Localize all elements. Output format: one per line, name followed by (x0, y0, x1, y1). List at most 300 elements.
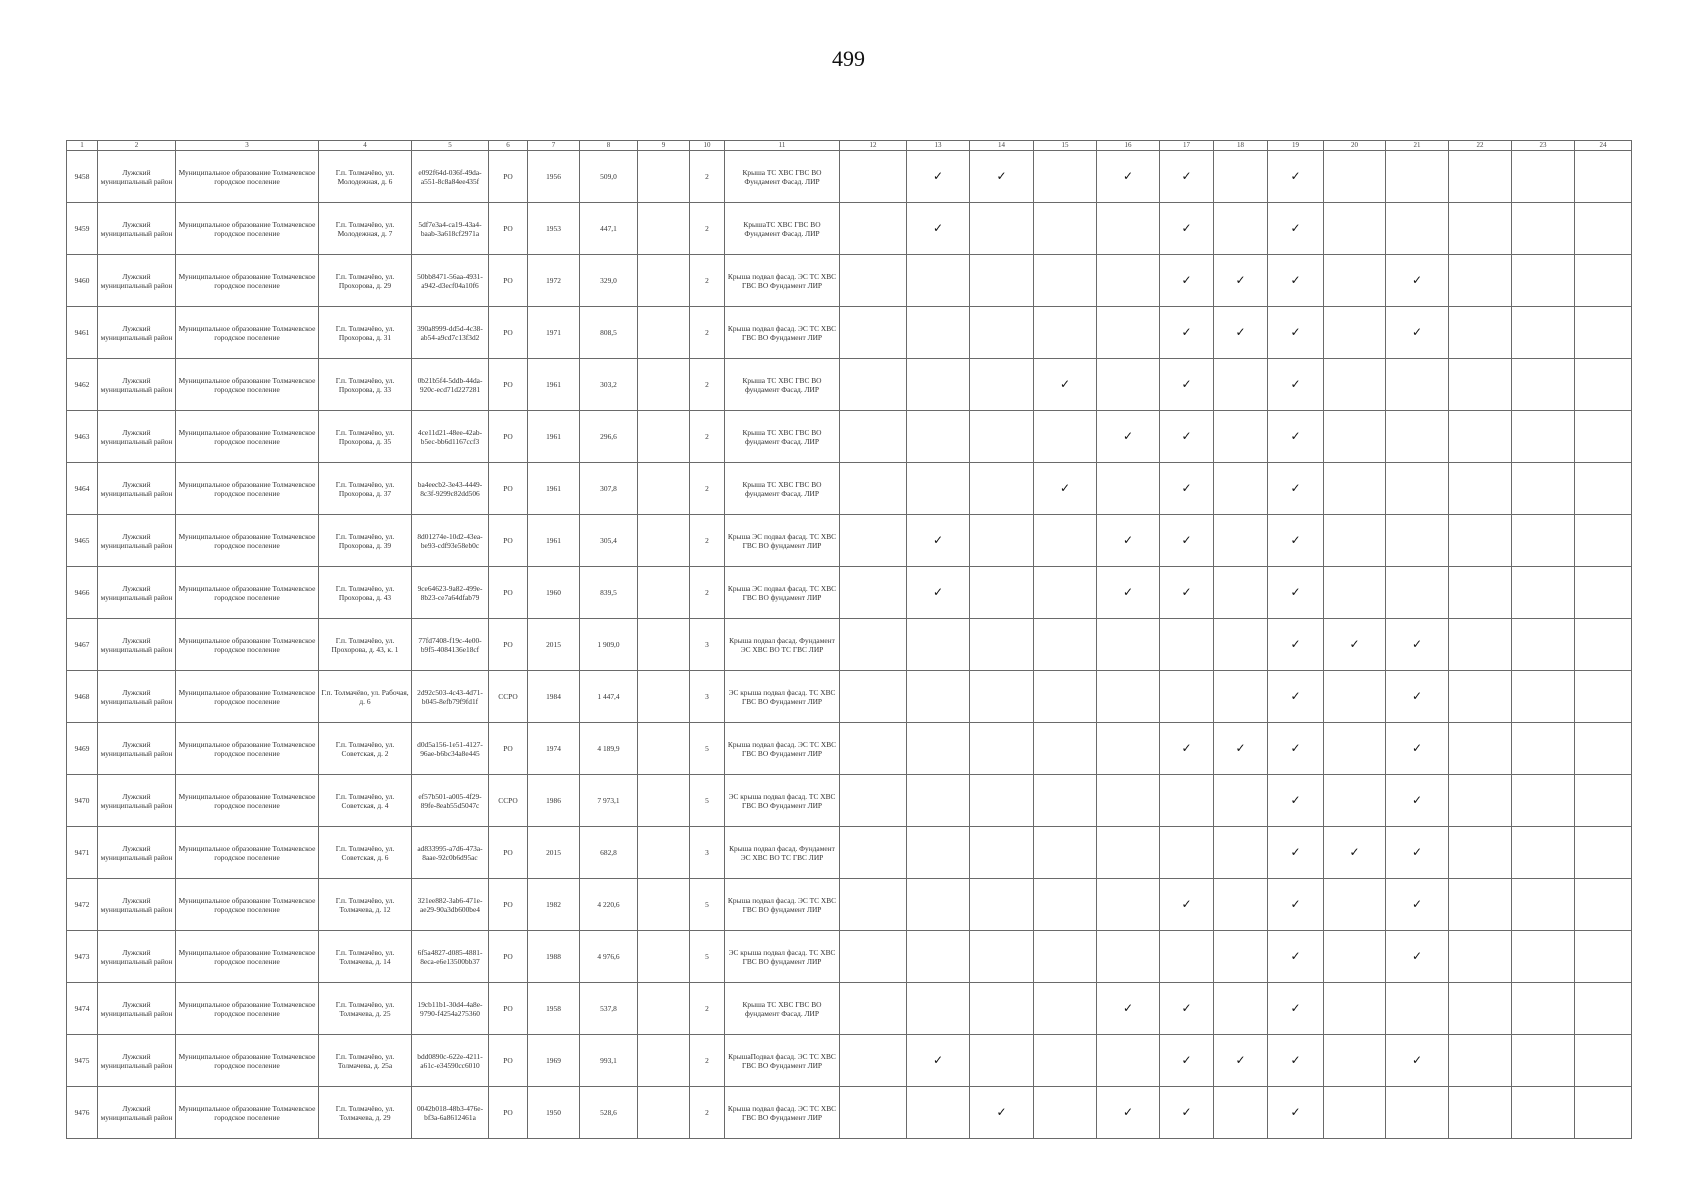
ownership-type-cell: РО (489, 567, 528, 619)
col9-cell (638, 879, 690, 931)
empty-cell (1386, 567, 1449, 619)
district-cell: Лужский муниципальный район (98, 879, 176, 931)
empty-cell (1034, 827, 1097, 879)
empty-cell (1575, 931, 1632, 983)
check-mark-icon: ✓ (907, 151, 970, 203)
empty-cell (1386, 983, 1449, 1035)
empty-cell (1575, 775, 1632, 827)
empty-cell (1449, 515, 1512, 567)
empty-cell (970, 931, 1034, 983)
empty-cell (1324, 151, 1386, 203)
works-cell: Крыша подвал фасад. Фундамент ЭС ХВС ВО ТС ГВС ЛИР (725, 827, 840, 879)
check-mark-icon: ✓ (1386, 879, 1449, 931)
empty-cell (1512, 723, 1575, 775)
address-cell: Г.п. Толмачёво, ул. Прохорова, д. 43, к. 1 (319, 619, 412, 671)
empty-cell (970, 983, 1034, 1035)
empty-cell (1575, 151, 1632, 203)
empty-cell (1034, 307, 1097, 359)
table-row (67, 151, 1632, 203)
empty-cell (1512, 411, 1575, 463)
empty-cell (970, 359, 1034, 411)
works-cell: Крыша ТС ХВС ГВС ВО фундамент Фасад. ЛИР (725, 359, 840, 411)
empty-cell (1386, 411, 1449, 463)
empty-cell (1324, 515, 1386, 567)
empty-cell (1449, 931, 1512, 983)
empty-cell (1512, 567, 1575, 619)
table-row (67, 255, 1632, 307)
col9-cell (638, 515, 690, 567)
empty-cell (1512, 775, 1575, 827)
empty-cell (1324, 411, 1386, 463)
empty-cell (970, 879, 1034, 931)
empty-cell (1034, 1035, 1097, 1087)
empty-cell (1214, 515, 1268, 567)
municipality-cell: Муниципальное образование Толмачевское городское поселение (176, 671, 319, 723)
ownership-type-cell: РО (489, 307, 528, 359)
check-mark-icon: ✓ (1268, 203, 1324, 255)
table-row (67, 983, 1632, 1035)
empty-cell (1097, 619, 1160, 671)
address-cell: Г.п. Толмачёво, ул. Толмачева, д. 25 (319, 983, 412, 1035)
check-mark-icon: ✓ (1268, 1087, 1324, 1139)
empty-cell (1214, 463, 1268, 515)
municipality-cell: Муниципальное образование Толмачевское городское поселение (176, 463, 319, 515)
works-cell: Крыша подвал фасад. ЭС ТС ХВС ГВС ВО Фундамент ЛИР (725, 307, 840, 359)
empty-cell (1097, 879, 1160, 931)
empty-cell (1449, 567, 1512, 619)
empty-cell (1512, 671, 1575, 723)
empty-cell (1449, 151, 1512, 203)
empty-cell (1034, 151, 1097, 203)
empty-cell (1214, 1087, 1268, 1139)
check-mark-icon: ✓ (907, 515, 970, 567)
empty-cell (970, 307, 1034, 359)
municipality-cell: Муниципальное образование Толмачевское городское поселение (176, 515, 319, 567)
area-cell: 808,5 (580, 307, 638, 359)
check-mark-icon: ✓ (1268, 619, 1324, 671)
check-mark-icon: ✓ (1160, 151, 1214, 203)
build-year-cell: 1974 (528, 723, 580, 775)
row-number: 9466 (67, 567, 98, 619)
column-number-6: 6 (489, 141, 528, 151)
empty-cell (840, 827, 907, 879)
build-year-cell: 1972 (528, 255, 580, 307)
check-mark-icon: ✓ (1160, 463, 1214, 515)
empty-cell (1512, 307, 1575, 359)
row-number: 9465 (67, 515, 98, 567)
empty-cell (1324, 723, 1386, 775)
empty-cell (1214, 983, 1268, 1035)
district-cell: Лужский муниципальный район (98, 567, 176, 619)
municipality-cell: Муниципальное образование Толмачевское городское поселение (176, 1035, 319, 1087)
empty-cell (1097, 255, 1160, 307)
check-mark-icon: ✓ (1268, 827, 1324, 879)
check-mark-icon: ✓ (907, 203, 970, 255)
row-number: 9470 (67, 775, 98, 827)
col9-cell (638, 619, 690, 671)
ownership-type-cell: РО (489, 463, 528, 515)
area-cell: 7 973,1 (580, 775, 638, 827)
empty-cell (1214, 151, 1268, 203)
row-number: 9458 (67, 151, 98, 203)
municipality-cell: Муниципальное образование Толмачевское городское поселение (176, 931, 319, 983)
floors-cell: 2 (690, 1035, 725, 1087)
check-mark-icon: ✓ (1268, 359, 1324, 411)
empty-cell (840, 515, 907, 567)
address-cell: Г.п. Толмачёво, ул. Прохорова, д. 33 (319, 359, 412, 411)
column-number-10: 10 (690, 141, 725, 151)
guid-cell: 321ee882-3ab6-471e-ae29-90a3db600be4 (412, 879, 489, 931)
check-mark-icon: ✓ (1160, 879, 1214, 931)
guid-cell: 2d92c503-4c43-4d71-b045-8efb79f9fd1f (412, 671, 489, 723)
column-number-13: 13 (907, 141, 970, 151)
check-mark-icon: ✓ (970, 1087, 1034, 1139)
floors-cell: 2 (690, 151, 725, 203)
floors-cell: 3 (690, 671, 725, 723)
col9-cell (638, 359, 690, 411)
check-mark-icon: ✓ (907, 567, 970, 619)
empty-cell (970, 827, 1034, 879)
column-number-21: 21 (1386, 141, 1449, 151)
district-cell: Лужский муниципальный район (98, 1087, 176, 1139)
column-number-11: 11 (725, 141, 840, 151)
build-year-cell: 1988 (528, 931, 580, 983)
floors-cell: 3 (690, 827, 725, 879)
empty-cell (1324, 983, 1386, 1035)
table-row (67, 567, 1632, 619)
empty-cell (1575, 619, 1632, 671)
col9-cell (638, 151, 690, 203)
empty-cell (1512, 1087, 1575, 1139)
empty-cell (970, 671, 1034, 723)
empty-cell (1324, 359, 1386, 411)
check-mark-icon: ✓ (1160, 567, 1214, 619)
works-cell: ЭС крыша подвал фасад. ТС ХВС ГВС ВО фундамент ЛИР (725, 931, 840, 983)
column-number-7: 7 (528, 141, 580, 151)
address-cell: Г.п. Толмачёво, ул. Советская, д. 4 (319, 775, 412, 827)
empty-cell (1449, 671, 1512, 723)
row-number: 9462 (67, 359, 98, 411)
empty-cell (1214, 879, 1268, 931)
empty-cell (1097, 463, 1160, 515)
address-cell: Г.п. Толмачёво, ул. Прохорова, д. 43 (319, 567, 412, 619)
check-mark-icon: ✓ (1214, 307, 1268, 359)
check-mark-icon: ✓ (1386, 255, 1449, 307)
empty-cell (1324, 307, 1386, 359)
check-mark-icon: ✓ (1214, 1035, 1268, 1087)
check-mark-icon: ✓ (1324, 827, 1386, 879)
municipality-cell: Муниципальное образование Толмачевское городское поселение (176, 567, 319, 619)
floors-cell: 5 (690, 775, 725, 827)
works-cell: Крыша ТС ХВС ГВС ВО Фундамент Фасад. ЛИР (725, 151, 840, 203)
col9-cell (638, 931, 690, 983)
empty-cell (907, 879, 970, 931)
area-cell: 303,2 (580, 359, 638, 411)
empty-cell (1097, 671, 1160, 723)
empty-cell (1324, 671, 1386, 723)
empty-cell (970, 775, 1034, 827)
empty-cell (1034, 931, 1097, 983)
address-cell: Г.п. Толмачёво, ул. Молодежная, д. 6 (319, 151, 412, 203)
guid-cell: e092f64d-036f-49da-a551-8c8a84ee435f (412, 151, 489, 203)
municipality-cell: Муниципальное образование Толмачевское городское поселение (176, 619, 319, 671)
check-mark-icon: ✓ (1324, 619, 1386, 671)
ownership-type-cell: РО (489, 515, 528, 567)
address-cell: Г.п. Толмачёво, ул. Толмачева, д. 25а (319, 1035, 412, 1087)
guid-cell: 0b21b5f4-5ddb-44da-920c-ecd71d227281 (412, 359, 489, 411)
empty-cell (1324, 567, 1386, 619)
works-cell: Крыша ЭС подвал фасад. ТС ХВС ГВС ВО фундамент ЛИР (725, 515, 840, 567)
row-number: 9469 (67, 723, 98, 775)
empty-cell (907, 775, 970, 827)
column-number-5: 5 (412, 141, 489, 151)
check-mark-icon: ✓ (1386, 619, 1449, 671)
column-number-3: 3 (176, 141, 319, 151)
empty-cell (1034, 879, 1097, 931)
empty-cell (1449, 775, 1512, 827)
empty-cell (1034, 775, 1097, 827)
address-cell: Г.п. Толмачёво, ул. Молодежная, д. 7 (319, 203, 412, 255)
empty-cell (1512, 151, 1575, 203)
check-mark-icon: ✓ (1160, 255, 1214, 307)
guid-cell: 390a8999-dd5d-4c38-ab54-a9cd7c13f3d2 (412, 307, 489, 359)
ownership-type-cell: РО (489, 151, 528, 203)
column-number-18: 18 (1214, 141, 1268, 151)
row-number: 9468 (67, 671, 98, 723)
area-cell: 993,1 (580, 1035, 638, 1087)
empty-cell (907, 723, 970, 775)
address-cell: Г.п. Толмачёво, ул. Советская, д. 6 (319, 827, 412, 879)
address-cell: Г.п. Толмачёво, ул. Прохорова, д. 35 (319, 411, 412, 463)
register-rows (67, 151, 1632, 1139)
empty-cell (1512, 983, 1575, 1035)
area-cell: 4 220,6 (580, 879, 638, 931)
empty-cell (1512, 255, 1575, 307)
col9-cell (638, 775, 690, 827)
ownership-type-cell: РО (489, 723, 528, 775)
table-row (67, 411, 1632, 463)
empty-cell (1034, 671, 1097, 723)
guid-cell: 77fd7408-f19c-4e00-b9f5-4084136e18cf (412, 619, 489, 671)
check-mark-icon: ✓ (1160, 411, 1214, 463)
empty-cell (1386, 151, 1449, 203)
table-row (67, 619, 1632, 671)
row-number: 9459 (67, 203, 98, 255)
address-cell: Г.п. Толмачёво, ул. Рабочая, д. 6 (319, 671, 412, 723)
register-table (66, 140, 1632, 1139)
empty-cell (1034, 203, 1097, 255)
column-number-22: 22 (1449, 141, 1512, 151)
ownership-type-cell: РО (489, 1035, 528, 1087)
empty-cell (970, 255, 1034, 307)
district-cell: Лужский муниципальный район (98, 983, 176, 1035)
area-cell: 447,1 (580, 203, 638, 255)
column-number-14: 14 (970, 141, 1034, 151)
col9-cell (638, 1035, 690, 1087)
build-year-cell: 1960 (528, 567, 580, 619)
empty-cell (1575, 515, 1632, 567)
check-mark-icon: ✓ (1268, 567, 1324, 619)
empty-cell (1449, 723, 1512, 775)
district-cell: Лужский муниципальный район (98, 307, 176, 359)
column-number-15: 15 (1034, 141, 1097, 151)
district-cell: Лужский муниципальный район (98, 151, 176, 203)
check-mark-icon: ✓ (1268, 723, 1324, 775)
works-cell: Крыша подвал фасад. ЭС ТС ХВС ГВС ВО фундамент ЛИР (725, 879, 840, 931)
district-cell: Лужский муниципальный район (98, 359, 176, 411)
district-cell: Лужский муниципальный район (98, 931, 176, 983)
floors-cell: 2 (690, 515, 725, 567)
empty-cell (1214, 359, 1268, 411)
column-number-12: 12 (840, 141, 907, 151)
ownership-type-cell: РО (489, 879, 528, 931)
check-mark-icon: ✓ (1268, 775, 1324, 827)
district-cell: Лужский муниципальный район (98, 515, 176, 567)
area-cell: 296,6 (580, 411, 638, 463)
column-number-23: 23 (1512, 141, 1575, 151)
empty-cell (1386, 1087, 1449, 1139)
empty-cell (1449, 619, 1512, 671)
check-mark-icon: ✓ (1034, 359, 1097, 411)
empty-cell (1575, 255, 1632, 307)
empty-cell (1575, 567, 1632, 619)
empty-cell (970, 1035, 1034, 1087)
works-cell: Крыша ТС ХВС ГВС ВО фундамент Фасад. ЛИР (725, 983, 840, 1035)
municipality-cell: Муниципальное образование Толмачевское городское поселение (176, 359, 319, 411)
check-mark-icon: ✓ (1268, 931, 1324, 983)
empty-cell (1160, 619, 1214, 671)
empty-cell (840, 879, 907, 931)
check-mark-icon: ✓ (1268, 255, 1324, 307)
ownership-type-cell: РО (489, 827, 528, 879)
area-cell: 307,8 (580, 463, 638, 515)
empty-cell (1214, 931, 1268, 983)
area-cell: 329,0 (580, 255, 638, 307)
empty-cell (1512, 827, 1575, 879)
empty-cell (1034, 1087, 1097, 1139)
empty-cell (1160, 775, 1214, 827)
empty-cell (1214, 567, 1268, 619)
row-number: 9463 (67, 411, 98, 463)
empty-cell (1386, 359, 1449, 411)
guid-cell: 6f5a4827-d085-4881-8eca-e6e13500bb37 (412, 931, 489, 983)
empty-cell (1512, 879, 1575, 931)
row-number: 9471 (67, 827, 98, 879)
empty-cell (1449, 1087, 1512, 1139)
guid-cell: ba4eecb2-3e43-4449-8c3f-9299c82dd506 (412, 463, 489, 515)
district-cell: Лужский муниципальный район (98, 671, 176, 723)
ownership-type-cell: РО (489, 359, 528, 411)
empty-cell (970, 203, 1034, 255)
table-row (67, 931, 1632, 983)
address-cell: Г.п. Толмачёво, ул. Толмачева, д. 29 (319, 1087, 412, 1139)
address-cell: Г.п. Толмачёво, ул. Прохорова, д. 29 (319, 255, 412, 307)
empty-cell (840, 723, 907, 775)
empty-cell (1324, 255, 1386, 307)
column-number-9: 9 (638, 141, 690, 151)
row-number: 9476 (67, 1087, 98, 1139)
empty-cell (1575, 203, 1632, 255)
empty-cell (840, 411, 907, 463)
empty-cell (1214, 203, 1268, 255)
municipality-cell: Муниципальное образование Толмачевское городское поселение (176, 411, 319, 463)
empty-cell (840, 983, 907, 1035)
floors-cell: 2 (690, 1087, 725, 1139)
empty-cell (840, 307, 907, 359)
column-number-20: 20 (1324, 141, 1386, 151)
ownership-type-cell: РО (489, 619, 528, 671)
check-mark-icon: ✓ (1160, 307, 1214, 359)
table-row (67, 827, 1632, 879)
empty-cell (840, 775, 907, 827)
check-mark-icon: ✓ (1268, 515, 1324, 567)
empty-cell (1575, 411, 1632, 463)
empty-cell (1214, 671, 1268, 723)
build-year-cell: 1982 (528, 879, 580, 931)
build-year-cell: 1969 (528, 1035, 580, 1087)
build-year-cell: 1961 (528, 359, 580, 411)
works-cell: ЭС крыша подвал фасад. ТС ХВС ГВС ВО Фундамент ЛИР (725, 671, 840, 723)
build-year-cell: 1958 (528, 983, 580, 1035)
check-mark-icon: ✓ (1268, 411, 1324, 463)
column-number-24: 24 (1575, 141, 1632, 151)
check-mark-icon: ✓ (1386, 307, 1449, 359)
area-cell: 1 447,4 (580, 671, 638, 723)
empty-cell (840, 463, 907, 515)
empty-cell (907, 255, 970, 307)
build-year-cell: 1961 (528, 411, 580, 463)
check-mark-icon: ✓ (1386, 931, 1449, 983)
empty-cell (970, 411, 1034, 463)
floors-cell: 2 (690, 411, 725, 463)
empty-cell (907, 359, 970, 411)
area-cell: 839,5 (580, 567, 638, 619)
address-cell: Г.п. Толмачёво, ул. Советская, д. 2 (319, 723, 412, 775)
empty-cell (907, 619, 970, 671)
empty-cell (1324, 1087, 1386, 1139)
municipality-cell: Муниципальное образование Толмачевское городское поселение (176, 1087, 319, 1139)
empty-cell (1097, 307, 1160, 359)
column-number-16: 16 (1097, 141, 1160, 151)
area-cell: 528,6 (580, 1087, 638, 1139)
empty-cell (1034, 619, 1097, 671)
row-number: 9461 (67, 307, 98, 359)
empty-cell (1097, 1035, 1160, 1087)
check-mark-icon: ✓ (1160, 1035, 1214, 1087)
check-mark-icon: ✓ (1160, 515, 1214, 567)
empty-cell (1097, 827, 1160, 879)
empty-cell (840, 567, 907, 619)
empty-cell (907, 671, 970, 723)
empty-cell (1097, 775, 1160, 827)
col9-cell (638, 723, 690, 775)
column-number-19: 19 (1268, 141, 1324, 151)
col9-cell (638, 567, 690, 619)
check-mark-icon: ✓ (1386, 775, 1449, 827)
empty-cell (1512, 463, 1575, 515)
guid-cell: 4ce11d21-48ee-42ab-b5ec-bb6d1167ccf3 (412, 411, 489, 463)
empty-cell (1034, 983, 1097, 1035)
empty-cell (1575, 671, 1632, 723)
empty-cell (1575, 983, 1632, 1035)
col9-cell (638, 203, 690, 255)
empty-cell (1575, 723, 1632, 775)
empty-cell (1575, 879, 1632, 931)
empty-cell (1034, 411, 1097, 463)
floors-cell: 5 (690, 931, 725, 983)
check-mark-icon: ✓ (1386, 723, 1449, 775)
check-mark-icon: ✓ (1160, 723, 1214, 775)
